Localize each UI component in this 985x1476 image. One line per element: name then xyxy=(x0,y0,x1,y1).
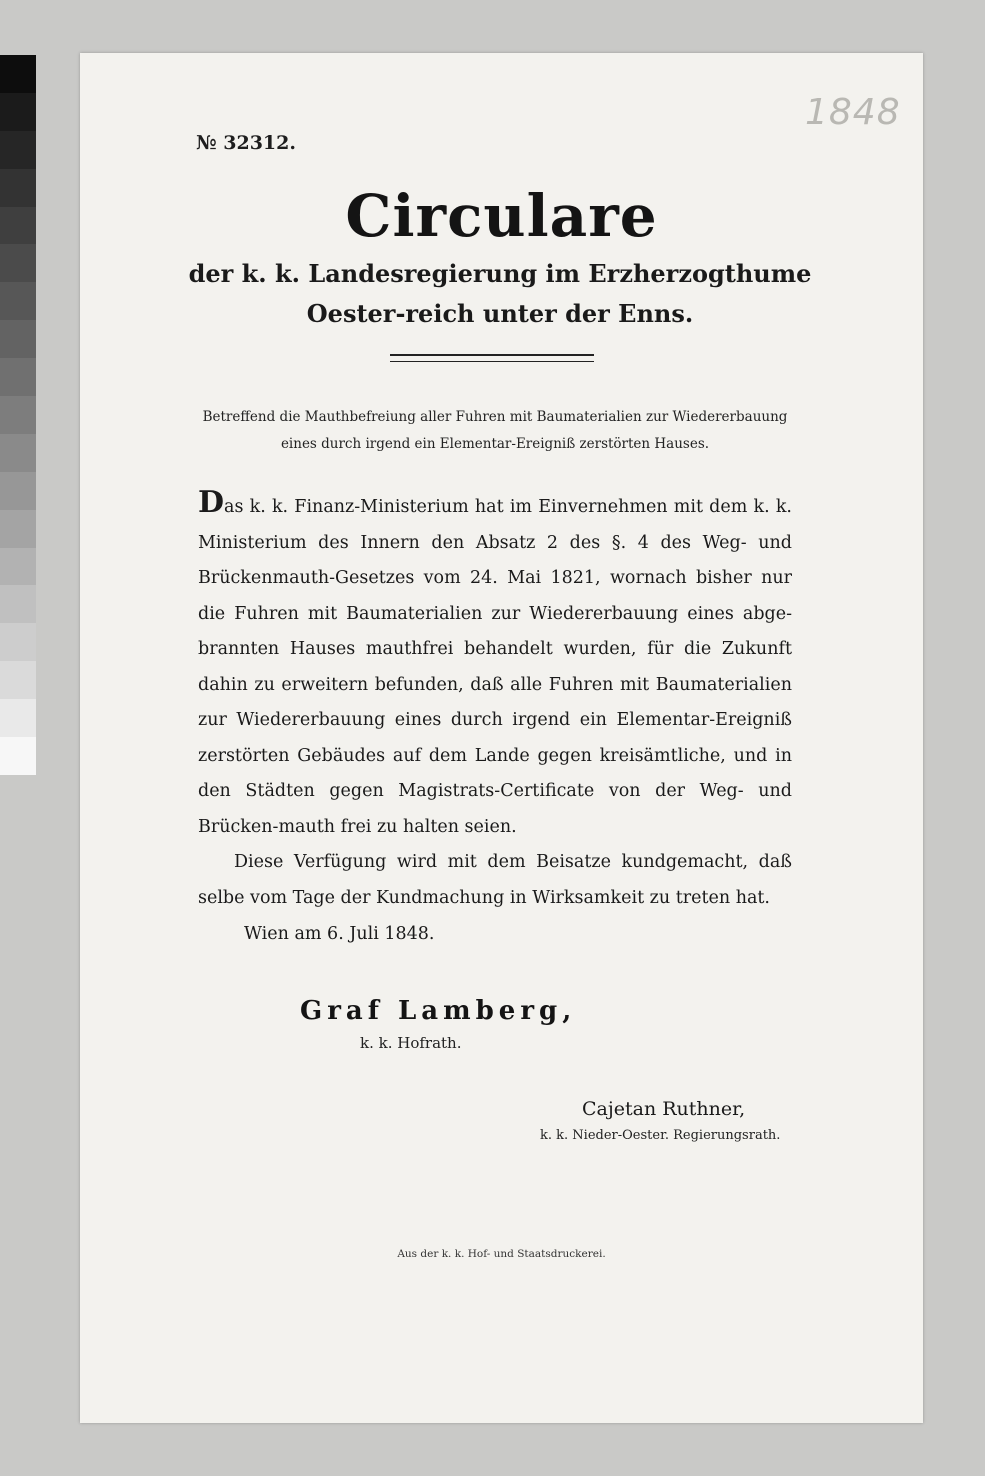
calibration-patch xyxy=(0,169,36,207)
calibration-patch xyxy=(0,396,36,434)
calibration-patch xyxy=(0,623,36,661)
calibration-patch xyxy=(0,510,36,548)
calibration-patch xyxy=(0,55,36,93)
paragraph-1-text: as k. k. Finanz-Ministerium hat im Einvernehmen mit dem k. k. Ministerium des Innern den Absatz 2 des §. 4 des Weg- und Brückenmauth-Gesetzes vom 24. Mai 1821, wornach bisher nur die Fuhren mit Baumaterialien zur Wiedererbauung eines abge-brannten Hauses mauthfrei behandelt wurden, für die Zukunft dahin zu erweitern befunden, daß alle Fuhren mit Baumaterialien zur Wiedererbauung eines durch irgend ein Elementar-Ereigniß zerstörten Gebäudes auf dem Lande gegen kreisämtliche, und in den Städten gegen Magistrats-Certificate von der Weg- und Brücken-mauth frei zu halten seien. xyxy=(198,497,792,837)
initial-letter: D xyxy=(198,485,225,520)
calibration-patch xyxy=(0,699,36,737)
document-subtitle: der k. k. Landesregierung im Erzherzogthume Oester-reich unter der Enns. xyxy=(188,259,812,328)
signature-lamberg-title: k. k. Hofrath. xyxy=(360,1034,462,1052)
paragraph-1 xyxy=(198,485,792,845)
date-line: Wien am 6. Juli 1848. xyxy=(244,924,435,944)
calibration-patch xyxy=(0,585,36,623)
calibration-patch xyxy=(0,244,36,282)
calibration-patch xyxy=(0,548,36,586)
calibration-patch xyxy=(0,282,36,320)
calibration-patch xyxy=(0,358,36,396)
calibration-patch xyxy=(0,472,36,510)
signature-ruthner: Cajetan Ruthner, xyxy=(582,1098,746,1120)
calibration-patch xyxy=(0,661,36,699)
subject-line: Betreffend die Mauthbefreiung aller Fuhren mit Baumaterialien zur Wiedererbauung eines durch irgend ein Elementar-Ereigniß zerstörten Hauses. xyxy=(202,409,788,452)
document-title: Circulare xyxy=(345,182,658,250)
calibration-patch xyxy=(0,93,36,131)
paragraph-2: Diese Verfügung wird mit dem Beisatze kundgemacht, daß selbe vom Tage der Kundmachung in Wirksamkeit zu treten hat. xyxy=(198,852,792,908)
calibration-patch xyxy=(0,737,36,775)
signature-ruthner-title: k. k. Nieder-Oester. Regierungsrath. xyxy=(540,1128,781,1143)
calibration-patch xyxy=(0,434,36,472)
document-number: № 32312. xyxy=(196,132,296,154)
circular-body xyxy=(198,485,792,916)
calibration-patch xyxy=(0,207,36,245)
color-calibration-strip xyxy=(0,55,36,775)
calibration-patch xyxy=(0,320,36,358)
printer-imprint: Aus der k. k. Hof- und Staatsdruckerei. xyxy=(397,1248,606,1260)
title-divider xyxy=(390,354,594,362)
signature-lamberg: Graf Lamberg, xyxy=(300,996,577,1026)
pencil-annotation: 1848 xyxy=(805,92,901,133)
calibration-patch xyxy=(0,131,36,169)
